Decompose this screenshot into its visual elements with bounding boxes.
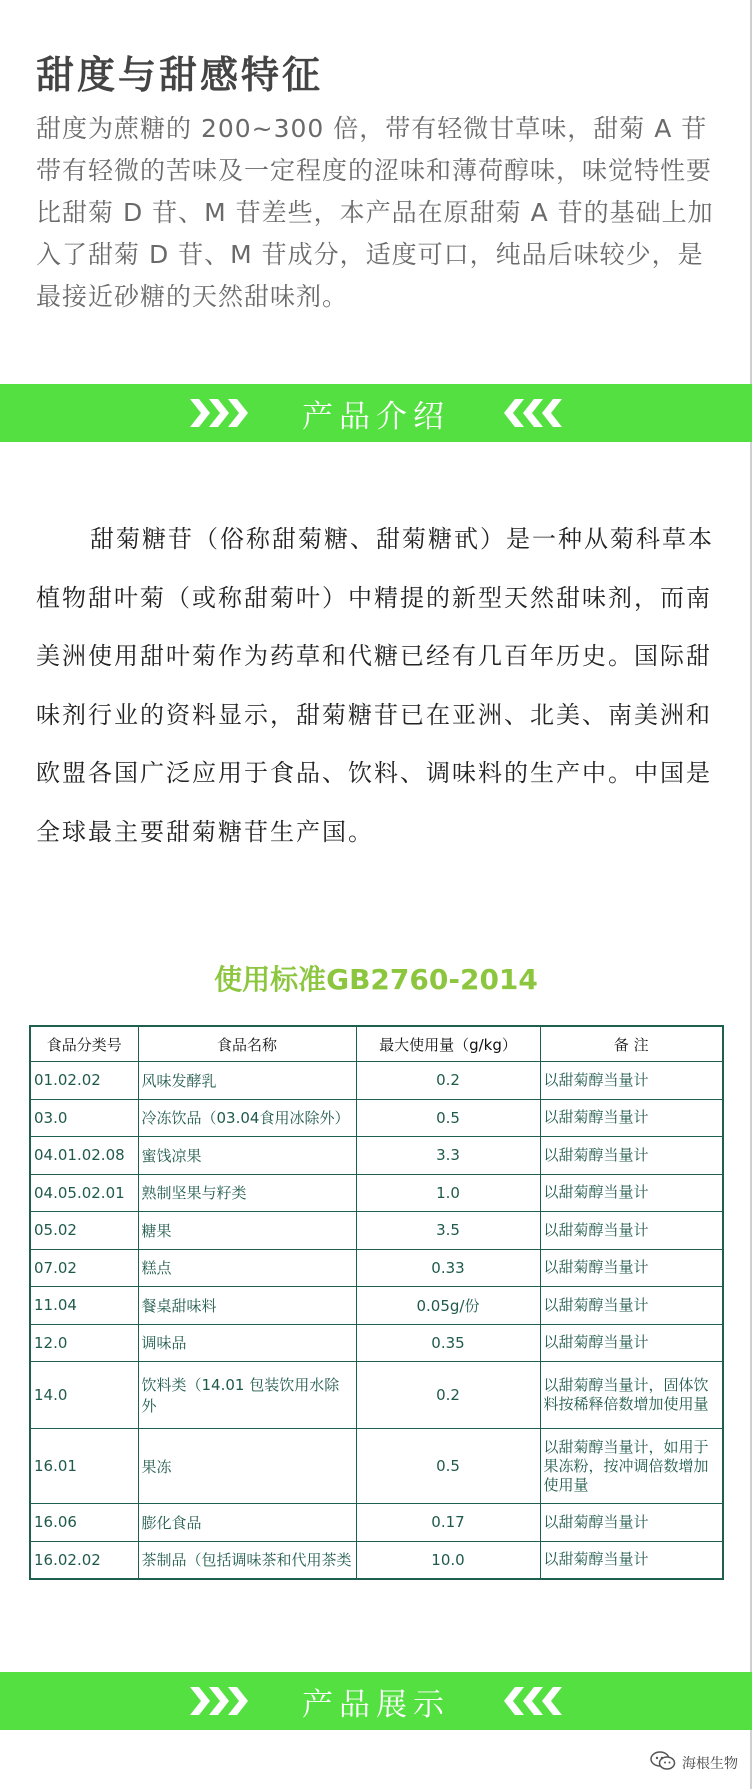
standard-title: 使用标准GB2760-2014: [214, 963, 538, 996]
table-row: [30, 1099, 723, 1137]
usage-standard-table: [29, 1025, 724, 1580]
category-code: 07.02: [30, 1249, 138, 1287]
food-name: 糖果: [138, 1212, 356, 1250]
product-intro-banner: [0, 384, 752, 442]
category-code: 16.02.02: [30, 1541, 138, 1579]
max-usage: 0.35: [356, 1324, 540, 1362]
remark: 以甜菊醇当量计: [540, 1541, 723, 1579]
remark: 以甜菊醇当量计: [540, 1324, 723, 1362]
food-name: 熟制坚果与籽类: [138, 1174, 356, 1212]
table-row: [30, 1062, 723, 1100]
triple-chevron-left-icon: [502, 399, 562, 427]
product-showcase-banner: [0, 1672, 752, 1730]
triple-chevron-right-icon: [190, 399, 250, 427]
food-name: 蜜饯凉果: [138, 1137, 356, 1175]
table-row: [30, 1137, 723, 1175]
table-row: [30, 1541, 723, 1579]
food-name: 调味品: [138, 1324, 356, 1362]
category-code: 03.0: [30, 1099, 138, 1137]
max-usage: 0.17: [356, 1504, 540, 1542]
header-category-code: 食品分类号: [30, 1026, 138, 1062]
remark: 以甜菊醇当量计: [540, 1174, 723, 1212]
remark: 以甜菊醇当量计: [540, 1212, 723, 1250]
category-code: 16.06: [30, 1504, 138, 1542]
food-name: 果冻: [138, 1429, 356, 1504]
food-name: 饮料类（14.01 包装饮用水除外: [138, 1362, 356, 1429]
header-max-usage: 最大使用量（g/kg）: [356, 1026, 540, 1062]
max-usage: 0.2: [356, 1362, 540, 1429]
category-code: 16.01: [30, 1429, 138, 1504]
max-usage: 0.33: [356, 1249, 540, 1287]
food-name: 膨化食品: [138, 1504, 356, 1542]
remark: 以甜菊醇当量计，固体饮料按稀释倍数增加使用量: [540, 1362, 723, 1429]
category-code: 12.0: [30, 1324, 138, 1362]
remark: 以甜菊醇当量计: [540, 1062, 723, 1100]
food-name: 茶制品（包括调味茶和代用茶类: [138, 1541, 356, 1579]
table-row: [30, 1249, 723, 1287]
watermark-text: 海根生物: [682, 1756, 738, 1772]
triple-chevron-right-icon: [190, 1687, 250, 1715]
header-remarks: 备 注: [540, 1026, 723, 1062]
food-name: 冷冻饮品（03.04食用冰除外）: [138, 1099, 356, 1137]
max-usage: 0.5: [356, 1099, 540, 1137]
food-name: 糕点: [138, 1249, 356, 1287]
remark: 以甜菊醇当量计: [540, 1137, 723, 1175]
max-usage: 1.0: [356, 1174, 540, 1212]
max-usage: 0.2: [356, 1062, 540, 1100]
table-header-row: [30, 1026, 723, 1062]
table-row: [30, 1287, 723, 1325]
remark: 以甜菊醇当量计: [540, 1249, 723, 1287]
remark: 以甜菊醇当量计: [540, 1287, 723, 1325]
sweetness-title: 甜度与甜感特征: [36, 53, 324, 97]
food-name: 餐桌甜味料: [138, 1287, 356, 1325]
max-usage: 3.3: [356, 1137, 540, 1175]
food-name: 风味发酵乳: [138, 1062, 356, 1100]
remark: 以甜菊醇当量计: [540, 1099, 723, 1137]
product-intro-label: 产品介绍: [302, 398, 450, 435]
header-food-name: 食品名称: [138, 1026, 356, 1062]
max-usage: 0.5: [356, 1429, 540, 1504]
product-showcase-label: 产品展示: [302, 1686, 450, 1723]
triple-chevron-left-icon: [502, 1687, 562, 1715]
category-code: 05.02: [30, 1212, 138, 1250]
category-code: 04.01.02.08: [30, 1137, 138, 1175]
table-row: [30, 1212, 723, 1250]
sweetness-description: 甜度为蔗糖的 200~300 倍，带有轻微甘草味，甜菊 A 苷带有轻微的苦味及一定程度的涩味和薄荷醇味，味觉特性要比甜菊 D 苷、M 苷差些，本产品在原甜菊 A 苷的基础上加入了甜菊 D 苷、M 苷成分，适度可口，纯品后味较少，是最接近砂糖的天然甜味剂。: [36, 114, 714, 311]
table-row: [30, 1429, 723, 1504]
remark: 以甜菊醇当量计: [540, 1504, 723, 1542]
product-intro-text: 甜菊糖苷（俗称甜菊糖、甜菊糖甙）是一种从菊科草本植物甜叶菊（或称甜菊叶）中精提的新型天然甜味剂，而南美洲使用甜叶菊作为药草和代糖已经有几百年历史。国际甜味剂行业的资料显示，甜菊糖苷已在亚洲、北美、南美洲和欧盟各国广泛应用于食品、饮料、调味料的生产中。中国是全球最主要甜菊糖苷生产国。: [36, 525, 714, 846]
category-code: 04.05.02.01: [30, 1174, 138, 1212]
category-code: 11.04: [30, 1287, 138, 1325]
table-row: [30, 1362, 723, 1429]
table-row: [30, 1324, 723, 1362]
remark: 以甜菊醇当量计，如用于果冻粉，按冲调倍数增加使用量: [540, 1429, 723, 1504]
category-code: 01.02.02: [30, 1062, 138, 1100]
max-usage: 3.5: [356, 1212, 540, 1250]
table-row: [30, 1174, 723, 1212]
table-row: [30, 1504, 723, 1542]
wechat-icon: [650, 1751, 676, 1775]
max-usage: 10.0: [356, 1541, 540, 1579]
max-usage: 0.05g/份: [356, 1287, 540, 1325]
category-code: 14.0: [30, 1362, 138, 1429]
account-watermark: [650, 1751, 738, 1775]
